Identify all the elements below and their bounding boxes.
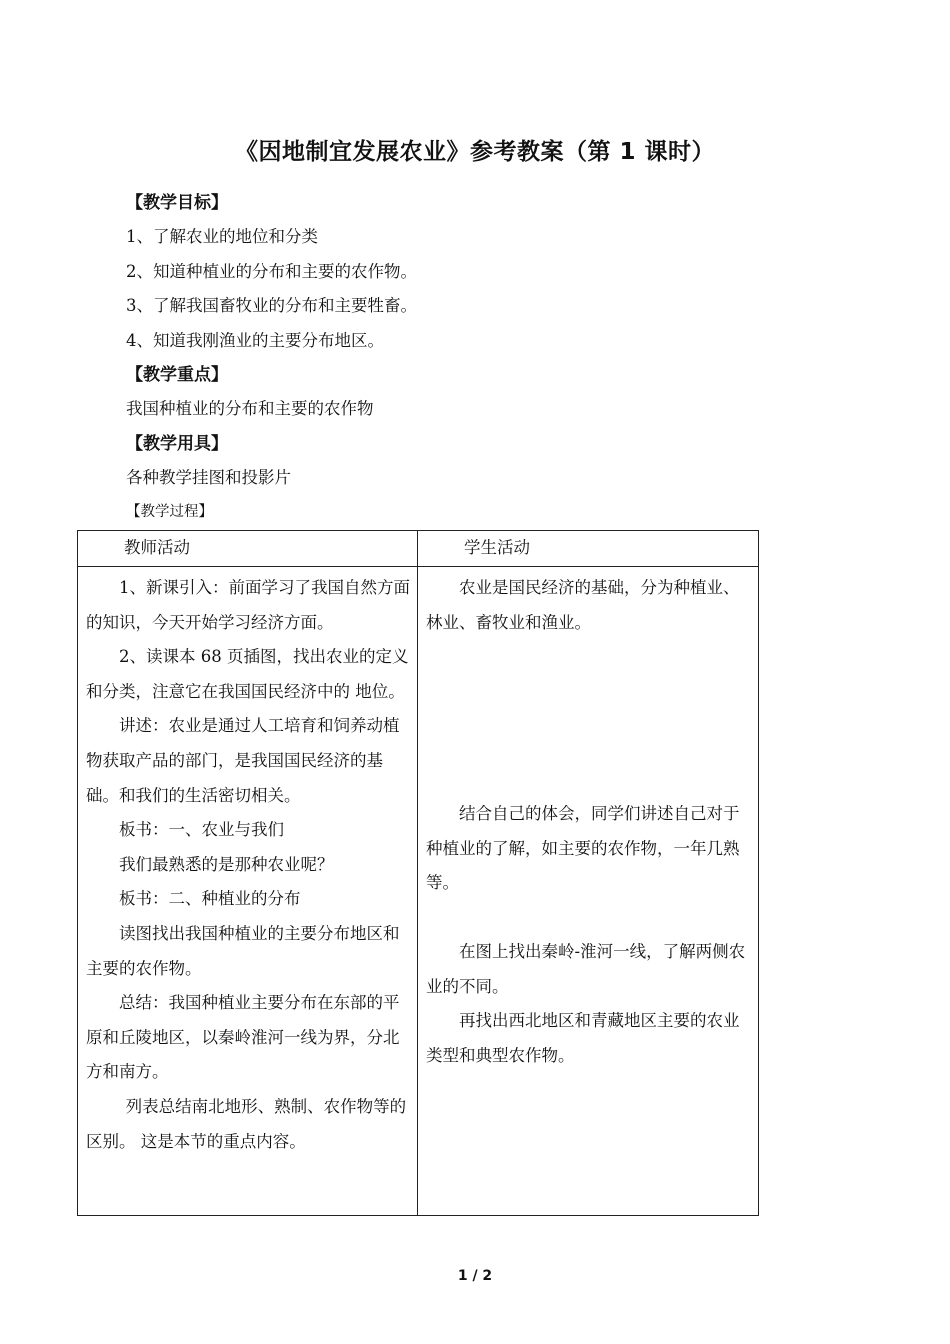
page-title: 《因地制宜发展农业》参考教案（第 1 课时） [234, 139, 716, 165]
objectives-heading: 【教学目标】 [126, 193, 228, 213]
teacher-step: 列表总结南北地形、熟制、农作物等的区别。 这是本节的重点内容。 [86, 1096, 407, 1151]
teacher-step: 板书：二、种植业的分布 [119, 889, 301, 909]
objective-item: 2、知道种植业的分布和主要的农作物。 [126, 262, 417, 281]
teacher-column-header: 教师活动 [78, 531, 418, 567]
teacher-step: 2、读课本 68 页插图，找出农业的定义和分类，注意它在我国国民经济中的 地位。 [86, 647, 409, 701]
student-activities-cell [418, 567, 759, 1216]
teacher-step: 板书：一、农业与我们 [119, 820, 284, 840]
student-step: 结合自己的体会，同学们讲述自己对于种植业的了解，如主要的农作物，一年几熟等。 [426, 804, 740, 893]
teacher-step: 1、新课引入：前面学习了我国自然方面的知识，今天开始学习经济方面。 [86, 578, 410, 632]
student-step: 再找出西北地区和青藏地区主要的农业类型和典型农作物。 [426, 1011, 740, 1065]
lesson-process-table [77, 530, 759, 1216]
teacher-step: 讲述：农业是通过人工培育和饲养动植物获取产品的部门，是我国国民经济的基础。和我们的生活密切相关。 [86, 716, 400, 805]
process-heading: 【教学过程】 [126, 504, 213, 520]
teacher-activities-cell [78, 567, 418, 1216]
student-column-header: 学生活动 [418, 531, 759, 567]
teacher-step: 读图找出我国种植业的主要分布地区和主要的农作物。 [86, 923, 400, 978]
key-points-text: 我国种植业的分布和主要的农作物 [126, 399, 374, 418]
tools-text: 各种教学挂图和投影片 [126, 468, 291, 487]
tools-heading: 【教学用具】 [126, 434, 228, 454]
page-number: 1 / 2 [457, 1268, 493, 1284]
student-step: 农业是国民经济的基础，分为种植业、林业、畜牧业和渔业。 [426, 578, 740, 632]
student-step: 在图上找出秦岭-淮河一线，了解两侧农业的不同。 [426, 941, 746, 996]
key-points-heading: 【教学重点】 [126, 365, 228, 385]
teacher-step: 我们最熟悉的是那种农业呢？ [119, 854, 334, 874]
objective-item: 4、知道我刚渔业的主要分布地区。 [126, 331, 384, 350]
objective-item: 1、了解农业的地位和分类 [126, 227, 318, 246]
teacher-step: 总结：我国种植业主要分布在东部的平原和丘陵地区，以秦岭淮河一线为界，分北方和南方。 [86, 993, 400, 1082]
objective-item: 3、了解我国畜牧业的分布和主要牲畜。 [126, 296, 417, 315]
